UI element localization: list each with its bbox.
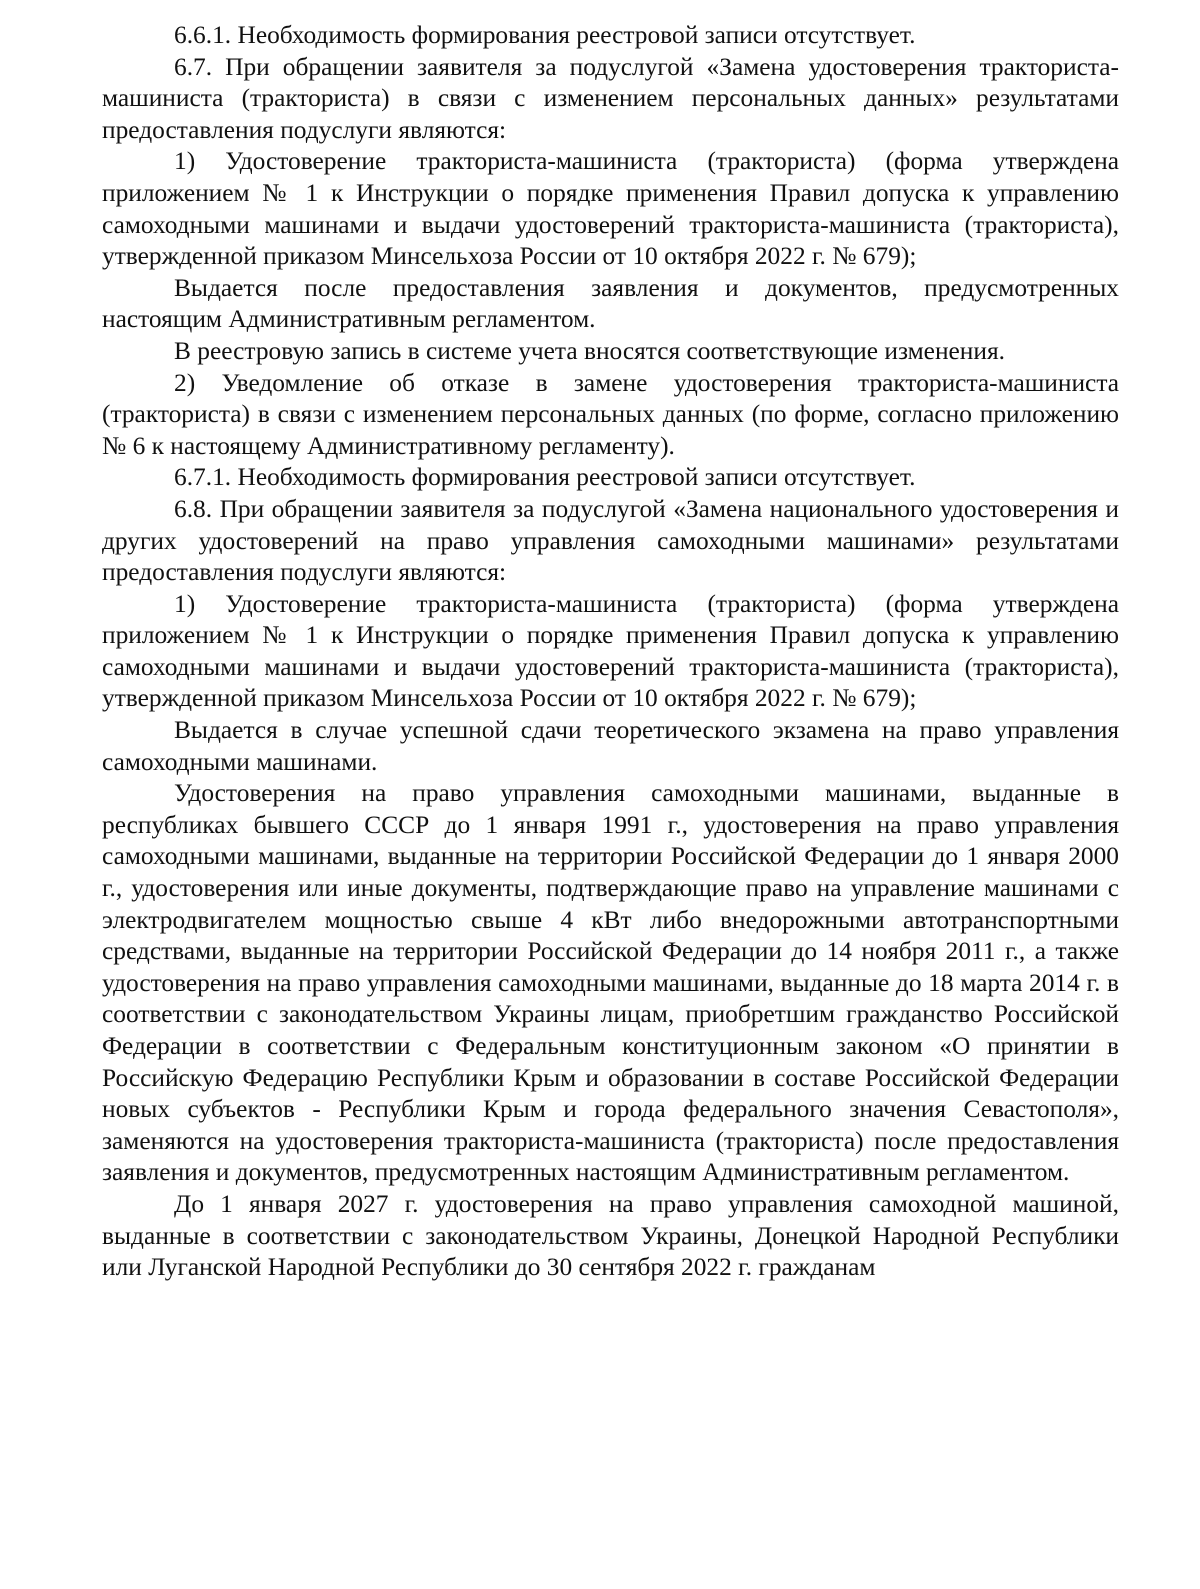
paragraph-6-8: 6.8. При обращении заявителя за подуслугой «Замена национального удостоверения и других удостоверений на право управления самоходными машинами» результатами предоставления подуслуги являются: [102, 494, 1119, 587]
paragraph-6-7-item-1: 1) Удостоверение тракториста-машиниста (тракториста) (форма утверждена приложением № 1 к Инструкции о порядке применения Правил допуска к управлению самоходными машинами и выдачи удостоверений тракториста-машиниста (тракториста), утвержденной приказом Минсельхоза России от 10 октября 2022 г. № 679); [102, 147, 1119, 271]
paragraph-6-8-issued: Выдается в случае успешной сдачи теоретического экзамена на право управления самоходными машинами. [102, 716, 1119, 776]
paragraph-6-6-1: 6.6.1. Необходимость формирования реестровой записи отсутствует. [174, 21, 916, 49]
paragraph-6-7-item-2: 2) Уведомление об отказе в замене удостоверения тракториста-машиниста (тракториста) в связи с изменением персональных данных (по форме, согласно приложению № 6 к настоящему Административному регламенту). [102, 368, 1119, 460]
paragraph-6-8-until-2027: До 1 января 2027 г. удостоверения на право управления самоходной машиной, выданные в соответствии с законодательством Украины, Донецкой Народной Республики или Луганской Народной Республики до 30 сентября 2022 г. гражданам [102, 1189, 1119, 1282]
paragraph-6-8-item-1: 1) Удостоверение тракториста-машиниста (тракториста) (форма утверждена приложением № 1 к Инструкции о порядке применения Правил допуска к управлению самоходными машинами и выдачи удостоверений тракториста-машиниста (тракториста), утвержденной приказом Минсельхоза России от 10 октября 2022 г. № 679); [102, 589, 1119, 713]
paragraph-6-7: 6.7. При обращении заявителя за подуслугой «Замена удостоверения тракториста-машиниста (тракториста) в связи с изменением персональных данных» результатами предоставления подуслуги являются: [102, 52, 1119, 144]
paragraph-6-7-1: 6.7.1. Необходимость формирования реестровой записи отсутствует. [174, 463, 916, 492]
paragraph-6-7-registry: В реестровую запись в системе учета вносятся соответствующие изменения. [174, 336, 1006, 365]
paragraph-6-8-certificates: Удостоверения на право управления самоходными машинами, выданные в республиках бывшего СССР до 1 января 1991 г., удостоверения на право управления самоходными машинами, выданные на территории Российской Федерации до 1 января 2000 г., удостоверения или иные документы, подтверждающие право на управление машинами с электродвигателем мощностью свыше 4 кВт либо внедорожными автотранспортными средствами, выданные на территории Российской Федерации до 14 ноября 2011 г., а также удостоверения на право управления самоходными машинами, выданные до 18 марта 2014 г. в соответствии с законодательством Украины лицам, приобретшим гражданство Российской Федерации в соответствии с Федеральным конституционным законом «О принятии в Российскую Федерацию Республики Крым и образовании в составе Российской Федерации новых субъектов - Республики Крым и города федерального значения Севастополя», заменяются на удостоверения тракториста-машиниста (тракториста) после предоставления заявления и документов, предусмотренных настоящим Административным регламентом. [102, 779, 1119, 1187]
document-body [102, 20, 1119, 1284]
paragraph-6-7-issued: Выдается после предоставления заявления и документов, предусмотренных настоящим Административным регламентом. [102, 273, 1119, 334]
